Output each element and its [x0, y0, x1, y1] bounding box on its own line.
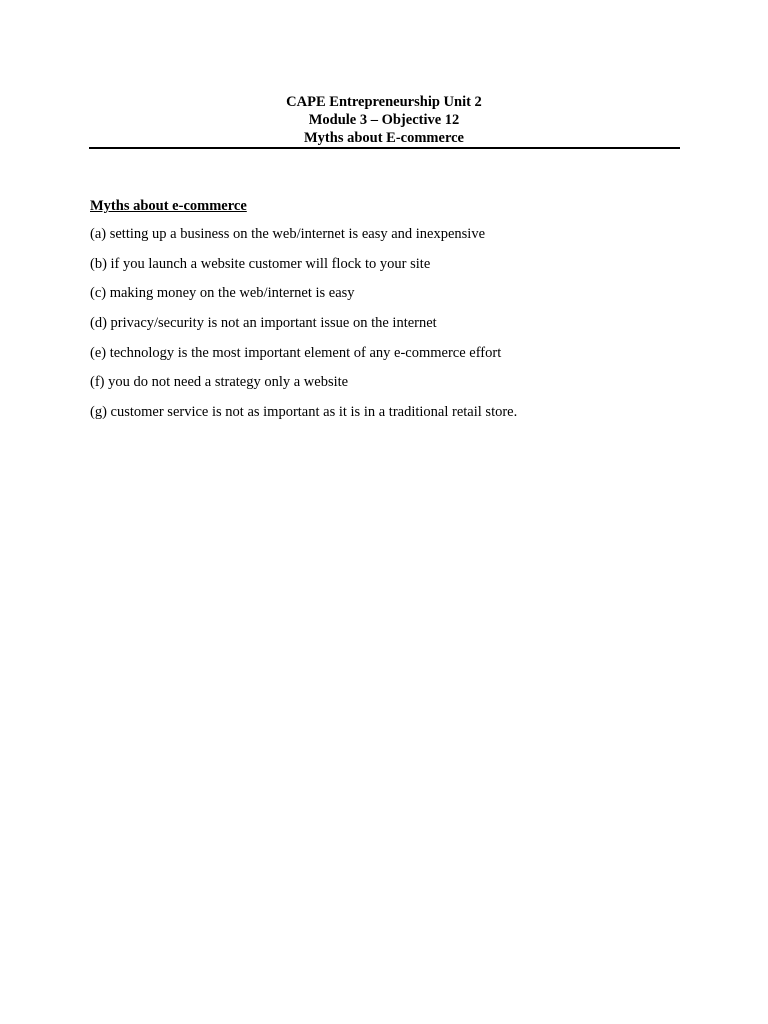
module-objective: Module 3 – Objective 12 [308, 112, 460, 128]
header-divider [89, 147, 680, 149]
topic-title: Myths about E-commerce [303, 130, 464, 146]
list-item: (g) customer service is not as important as it is in a traditional retail store. [90, 404, 518, 421]
list-item: (b) if you launch a website customer will flock to your site [90, 255, 431, 272]
list-item: (d) privacy/security is not an important issue on the internet [90, 315, 437, 332]
document-header [89, 93, 679, 147]
course-title: CAPE Entrepreneurship Unit 2 [286, 94, 482, 110]
list-item: (f) you do not need a strategy only a website [90, 374, 349, 391]
list-item: (a) setting up a business on the web/internet is easy and inexpensive [90, 226, 486, 242]
list-item: (e) technology is the most important element of any e-commerce effort [90, 344, 502, 361]
myths-section [90, 197, 690, 433]
section-heading: Myths about e-commerce [90, 198, 247, 214]
list-item: (c) making money on the web/internet is easy [90, 285, 355, 302]
